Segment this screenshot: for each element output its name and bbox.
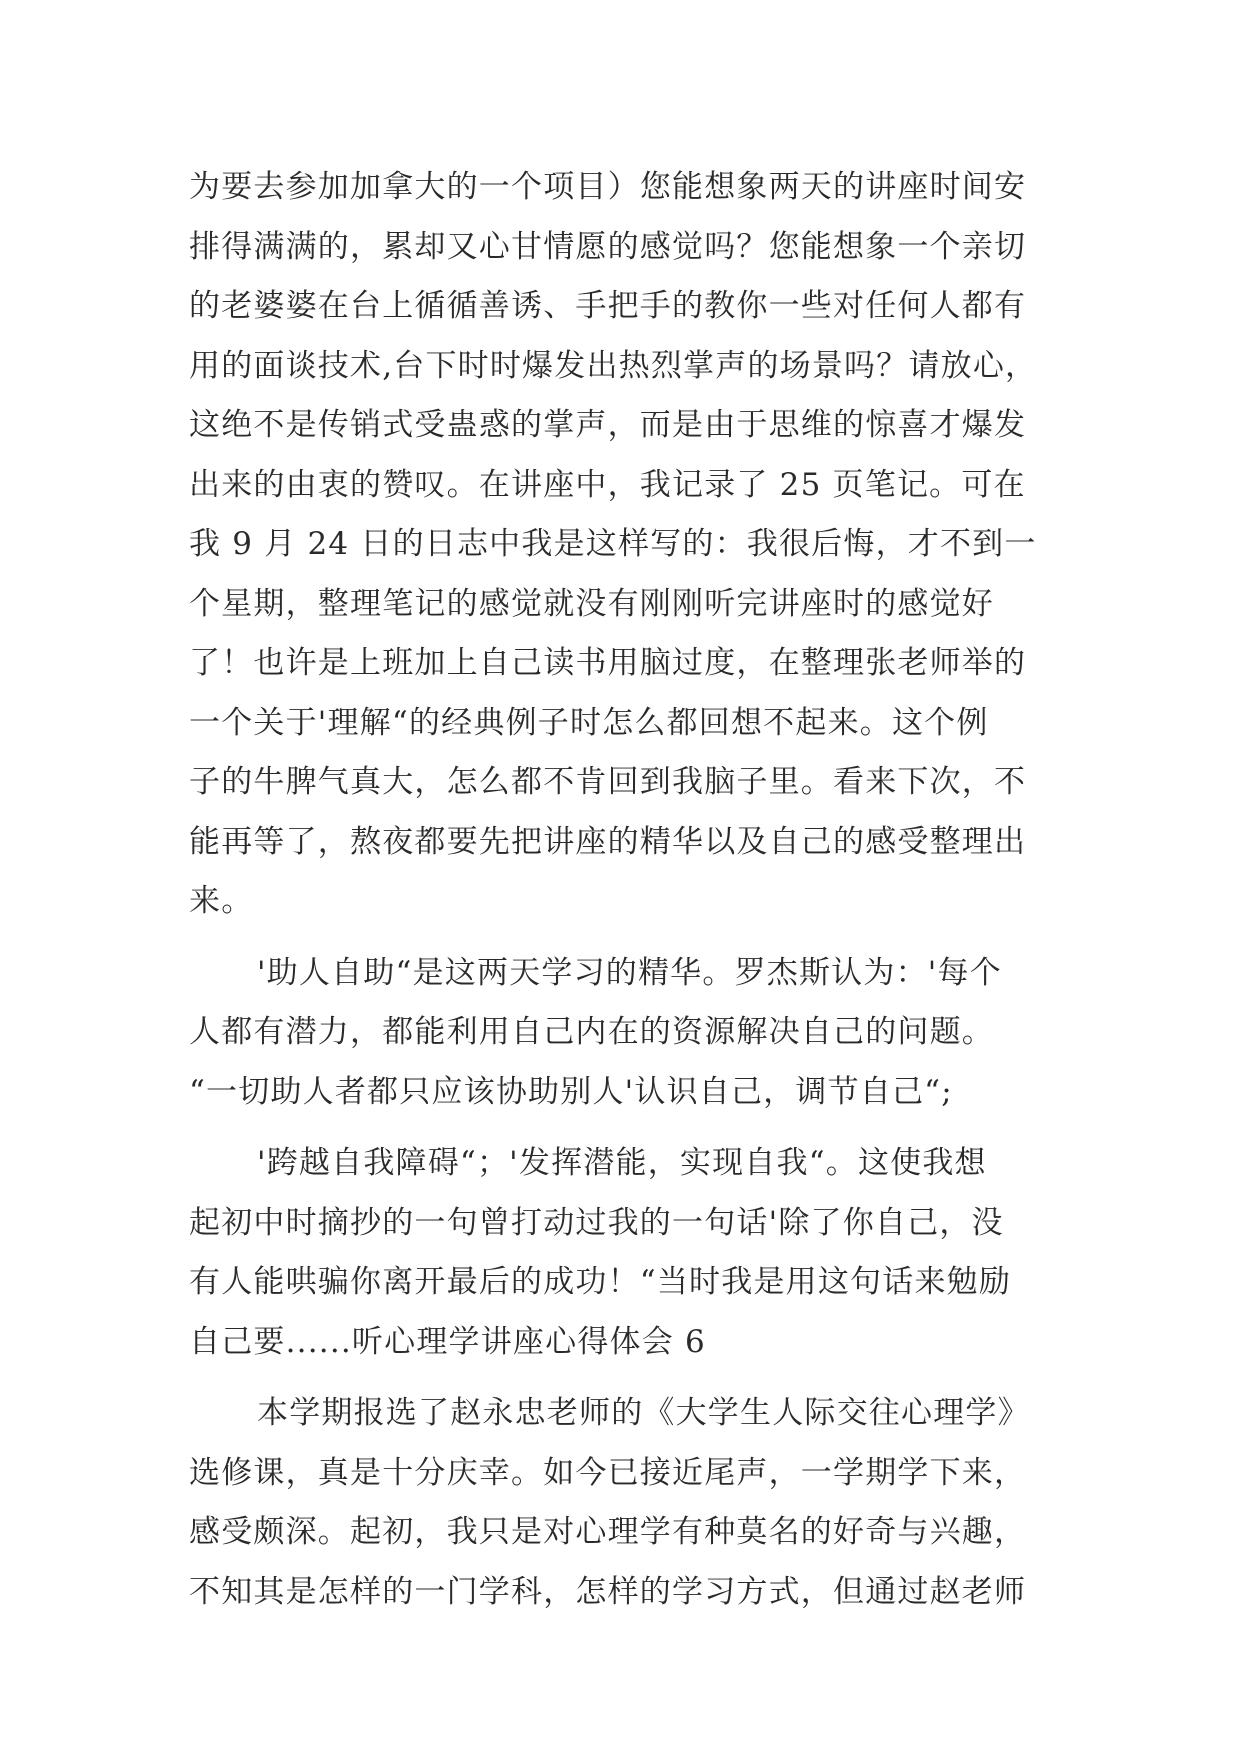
text-line: 个星期，整理笔记的感觉就没有刚刚听完讲座时的感觉好 xyxy=(189,585,994,622)
text-line: 一个关于'理解“的经典例子时怎么都回想不起来。这个例 xyxy=(189,704,989,741)
text-line: 人都有潜力，都能利用自己内在的资源解决自己的问题。 xyxy=(189,1014,994,1050)
text-line: 子的牛脾气真大，怎么都不肯回到我脑子里。看来下次，不 xyxy=(189,764,1027,800)
paragraph-start-line: '跨越自我障碍“；'发挥潜能，实现自我“。这使我想 xyxy=(257,1145,987,1181)
text-line: 了！也许是上班加上自己读书用脑过度，在整理张老师举的 xyxy=(189,645,1027,681)
text-line: 来。 xyxy=(189,883,254,919)
text-line: 感受颇深。起初，我只是对心理学有种莫名的好奇与兴趣， xyxy=(189,1514,1027,1550)
body-text xyxy=(189,158,1051,1622)
text-line: 出来的由衷的赞叹。在讲座中，我记录了 25 页笔记。可在 xyxy=(189,466,1026,503)
text-line: 能再等了，熬夜都要先把讲座的精华以及自己的感受整理出 xyxy=(189,823,1027,860)
text-line: 有人能哄骗你离开最后的成功！“当时我是用这句话来勉励 xyxy=(189,1264,1012,1300)
text-line: 为要去参加加拿大的一个项目）您能想象两天的讲座时间安 xyxy=(189,169,1027,205)
text-line: 排得满满的，累却又心甘情愿的感觉吗？您能想象一个亲切 xyxy=(189,228,1027,265)
paragraph-start-line: '助人自助“是这两天学习的精华。罗杰斯认为：'每个 xyxy=(257,954,1002,991)
text-line: 的老婆婆在台上循循善诱、手把手的教你一些对任何人都有 xyxy=(189,288,1027,324)
text-line: 这绝不是传销式受蛊惑的掌声，而是由于思维的惊喜才爆发 xyxy=(189,407,1027,443)
text-line: 我 9 月 24 日的日志中我是这样写的：我很后悔，才不到一 xyxy=(189,526,1037,562)
text-line: 不知其是怎样的一门学科，怎样的学习方式，但通过赵老师 xyxy=(189,1573,1027,1610)
text-line: 起初中时摘抄的一句曾打动过我的一句话'除了你自己，没 xyxy=(189,1204,1004,1241)
text-line: “一切助人者都只应该协助别人'认识自己，调节自己“; xyxy=(189,1073,953,1110)
text-line: 用的面谈技术,台下时时爆发出热烈掌声的场景吗？请放心， xyxy=(189,347,1038,384)
paragraph-start-line: 本学期报选了赵永忠老师的《大学生人际交往心理学》 xyxy=(257,1395,1030,1431)
text-line: 选修课，真是十分庆幸。如今已接近尾声，一学期学下来， xyxy=(189,1454,1027,1491)
text-line: 自己要......听心理学讲座心得体会 6 xyxy=(189,1323,706,1360)
